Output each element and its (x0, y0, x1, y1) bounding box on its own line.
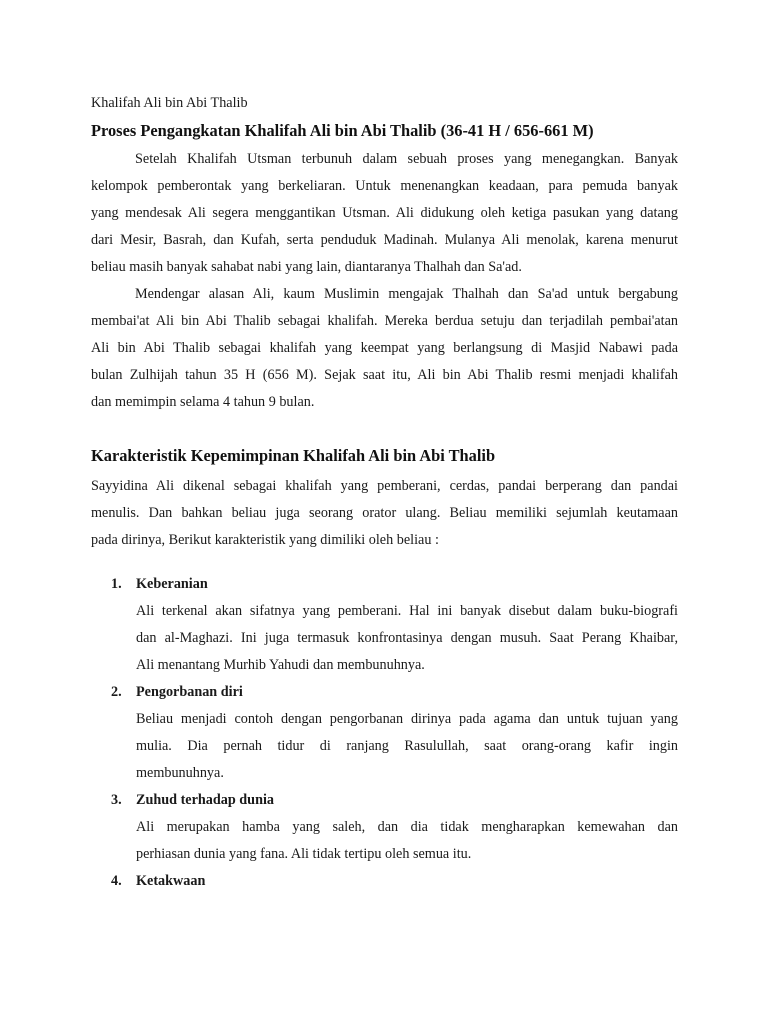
document-title: Khalifah Ali bin Abi Thalib (91, 95, 248, 111)
list-item-line: membunuhnya. (136, 765, 224, 781)
paragraph-line: bulan Zulhijah tahun 35 H (656 M). Sejak saat itu, Ali bin Abi Thalib resmi menjadi khalifah (91, 367, 678, 383)
list-item-line: dan al-Maghazi. Ini juga termasuk konfrontasinya dengan musuh. Saat Perang Khaibar, (136, 630, 678, 646)
section-heading-proses: Proses Pengangkatan Khalifah Ali bin Abi Thalib (36-41 H / 656-661 M) (91, 121, 594, 140)
list-number: 3. (111, 792, 122, 808)
list-item-line: Beliau menjadi contoh dengan pengorbanan dirinya pada agama dan untuk tujuan yang (136, 711, 678, 727)
list-item-title: Keberanian (136, 576, 208, 592)
list-item-line: Ali terkenal akan sifatnya yang pemberani. Hal ini banyak disebut dalam buku-biografi (136, 603, 678, 619)
paragraph-line: Setelah Khalifah Utsman terbunuh dalam sebuah proses yang menegangkan. Banyak (135, 151, 678, 167)
paragraph-line: pada dirinya, Berikut karakteristik yang dimiliki oleh beliau : (91, 532, 439, 548)
paragraph-line: kelompok pemberontak yang berkeliaran. Untuk menenangkan keadaan, para pemuda banyak (91, 178, 678, 194)
list-number: 1. (111, 576, 122, 592)
paragraph-line: beliau masih banyak sahabat nabi yang lain, diantaranya Thalhah dan Sa'ad. (91, 259, 522, 275)
list-item-title: Ketakwaan (136, 873, 206, 889)
paragraph-line: menulis. Dan bahkan beliau juga seorang orator ulang. Beliau memiliki sejumlah keutamaan (91, 505, 678, 521)
list-number: 2. (111, 684, 122, 700)
paragraph-line: Sayyidina Ali dikenal sebagai khalifah yang pemberani, cerdas, pandai berperang dan pandai (91, 478, 678, 494)
list-item-title: Pengorbanan diri (136, 684, 243, 700)
section-heading-karakteristik: Karakteristik Kepemimpinan Khalifah Ali bin Abi Thalib (91, 446, 496, 465)
paragraph-line: yang mendesak Ali segera menggantikan Utsman. Ali didukung oleh ketiga pasukan yang datang (91, 205, 678, 221)
list-number: 4. (111, 873, 122, 889)
paragraph-line: membai'at Ali bin Abi Thalib sebagai khalifah. Mereka berdua setuju dan terjadilah pembai'atan (91, 313, 678, 329)
list-item-line: Ali menantang Murhib Yahudi dan membunuhnya. (136, 657, 425, 673)
paragraph-line: dari Mesir, Basrah, dan Kufah, serta penduduk Madinah. Mulanya Ali menolak, karena menurut (91, 232, 678, 248)
paragraph-line: Ali bin Abi Thalib sebagai khalifah yang keempat yang berlangsung di Masjid Nabawi pada (91, 340, 678, 356)
list-item-title: Zuhud terhadap dunia (136, 792, 275, 808)
list-item-line: perhiasan dunia yang fana. Ali tidak tertipu oleh semua itu. (136, 846, 472, 862)
list-item-line: Ali merupakan hamba yang saleh, dan dia tidak mengharapkan kemewahan dan (136, 819, 678, 835)
paragraph-line: dan memimpin selama 4 tahun 9 bulan. (91, 394, 315, 410)
paragraph-line: Mendengar alasan Ali, kaum Muslimin mengajak Thalhah dan Sa'ad untuk bergabung (135, 286, 678, 302)
list-item-line: mulia. Dia pernah tidur di ranjang Rasulullah, saat orang-orang kafir ingin (136, 738, 678, 754)
